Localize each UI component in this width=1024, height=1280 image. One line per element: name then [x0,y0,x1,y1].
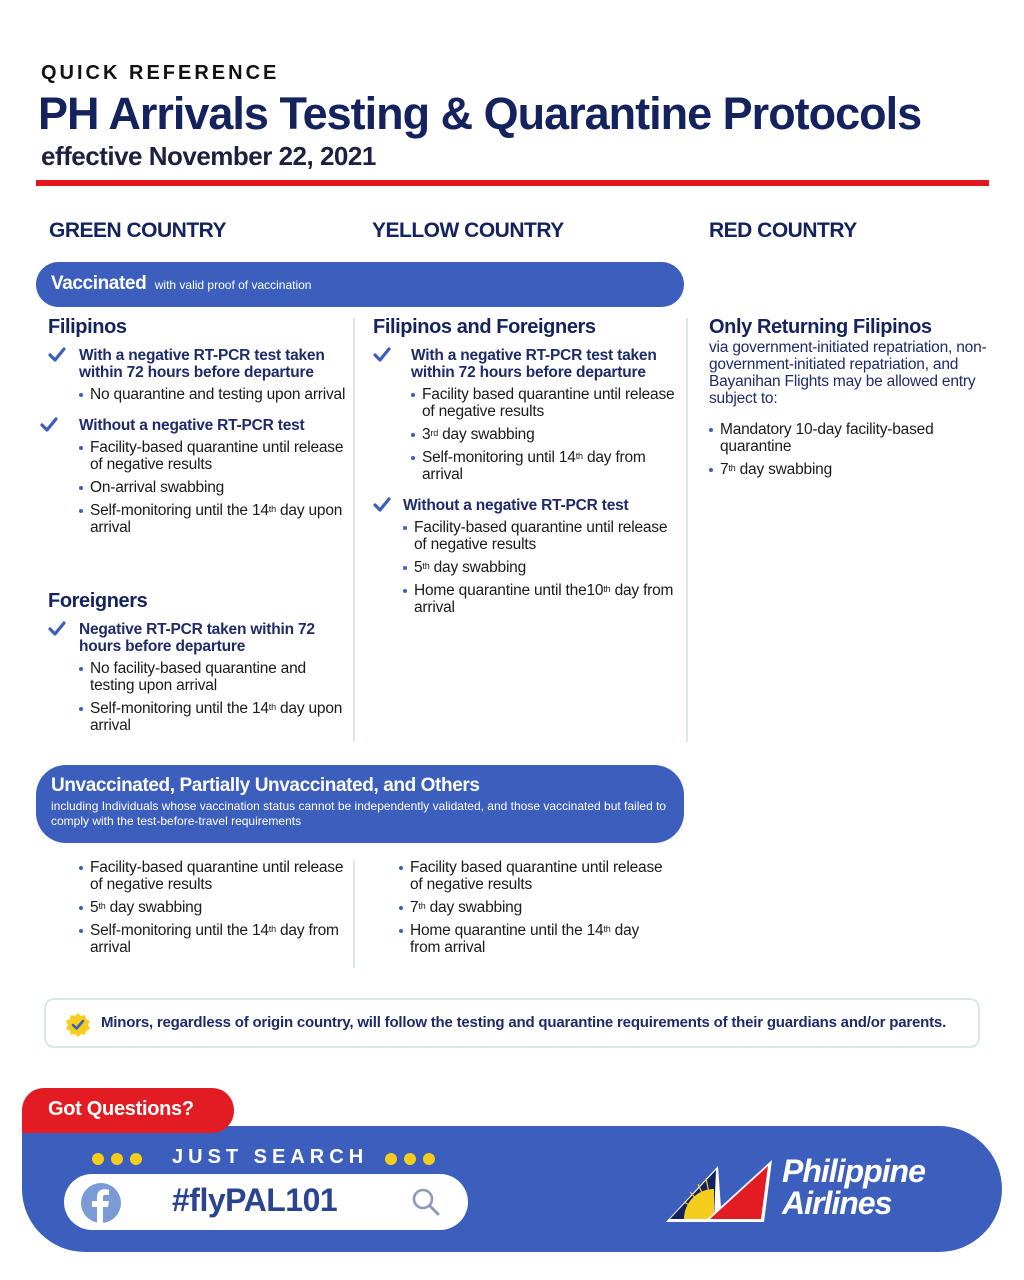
check-label: Negative RT-PCR taken within 72 hours before departure [79,621,315,655]
bullet-list [79,386,348,403]
unvaccinated-title: Unvaccinated, Partially Unvaccinated, and Others [51,775,480,796]
bullet-item: 5th day swabbing [403,559,678,576]
bullet-item: Facility-based quarantine until release of negative results [79,859,349,893]
bullet-item: 7th day swabbing [709,461,994,478]
pal-logo-icon [664,1156,776,1226]
group-title: Only Returning Filipinos [709,316,932,338]
check-label: Without a negative RT-PCR test [403,497,629,514]
bullet-item: Self-monitoring until the 14th day from arrival [79,922,349,956]
check-icon [373,347,391,363]
red-divider [36,180,989,186]
facebook-icon [80,1182,122,1224]
search-pill[interactable] [64,1174,468,1230]
unvaccinated-subtitle: including Individuals whose vaccination status cannot be independently validated, and those vaccinated but failed to comply with the test-before-travel requirements [51,799,667,828]
check-label: Without a negative RT-PCR test [79,417,305,434]
yellow-vaccinated [373,316,678,622]
bullet-item: No facility-based quarantine and testing upon arrival [79,660,348,694]
bullet-item: 7th day swabbing [399,899,669,916]
got-questions-tag: Got Questions? [22,1088,234,1133]
column-divider [686,318,688,742]
brand-line-2: Airlines [782,1185,892,1221]
dots-right [385,1153,435,1165]
check-label: With a negative RT-PCR test taken within 72 hours before departure [411,347,657,381]
bullet-item: Home quarantine until the10th day from arrival [403,582,678,616]
unvaccinated-band [36,765,684,843]
bullet-item: Facility based quarantine until release of negative results [411,386,678,420]
minors-note-text: Minors, regardless of origin country, will follow the testing and quarantine requirements of their guardians and/or parents. [101,1014,947,1031]
green-vaccinated-filipinos [48,316,348,542]
group-title: Filipinos and Foreigners [373,316,596,338]
hashtag-text: #flyPAL101 [172,1182,338,1218]
group-title: Foreigners [48,590,148,612]
column-divider [353,860,355,968]
check-item [48,621,348,734]
column-heading-red: RED COUNTRY [709,219,857,242]
red-country-block [709,316,994,484]
column-divider [353,318,355,742]
bullet-item: Self-monitoring until the 14th day upon arrival [79,700,348,734]
bullet-list [399,859,669,956]
check-icon [48,621,66,637]
just-search-label: JUST SEARCH [172,1146,369,1168]
check-item [373,347,678,483]
check-icon [373,497,391,513]
green-unvaccinated [79,859,349,962]
vaccinated-band [36,262,684,307]
check-label: With a negative RT-PCR test taken within 72 hours before departure [79,347,325,381]
column-heading-green: GREEN COUNTRY [49,219,227,242]
vaccinated-subtitle: with valid proof of vaccination [154,278,312,292]
bullet-list [79,859,349,956]
bullet-item: On-arrival swabbing [79,479,348,496]
check-icon [48,347,66,363]
bullet-item: Facility based quarantine until release of negative results [399,859,669,893]
bullet-item: Self-monitoring until 14th day from arrival [411,449,678,483]
bullet-item: Facility-based quarantine until release of negative results [79,439,348,473]
bullet-list [79,439,348,536]
bullet-item: Home quarantine until the 14th day from arrival [399,922,669,956]
kicker: QUICK REFERENCE [41,62,280,84]
group-title: Filipinos [48,316,127,338]
check-item [40,417,348,536]
check-item [48,347,348,403]
bullet-item: No quarantine and testing upon arrival [79,386,348,403]
bullet-item: Self-monitoring until the 14th day upon arrival [79,502,348,536]
bullet-item: 5th day swabbing [79,899,349,916]
bullet-item: Mandatory 10-day facility-based quarantine [709,421,994,455]
check-item [373,497,678,616]
minors-note [44,998,980,1048]
yellow-unvaccinated [399,859,669,962]
red-description: via government-initiated repatriation, non-government-initiated repatriation, and Bayanihan Flights may be allowed entry subject to: [709,339,987,407]
check-icon [40,417,58,433]
bullet-item: Facility-based quarantine until release of negative results [403,519,678,553]
search-icon[interactable] [410,1186,442,1218]
brand-name [782,1155,925,1219]
dots-left [92,1153,142,1165]
bullet-list [79,660,348,734]
vaccinated-title: Vaccinated [51,273,147,294]
green-vaccinated-foreigners [48,590,348,740]
bullet-list [403,519,678,616]
brand-line-1: Philippine [782,1153,925,1189]
column-heading-yellow: YELLOW COUNTRY [372,219,564,242]
bullet-item: 3rd day swabbing [411,426,678,443]
verified-badge-icon [65,1012,91,1038]
page-title: PH Arrivals Testing & Quarantine Protocols [38,88,922,139]
effective-date: effective November 22, 2021 [41,141,376,171]
bullet-list [709,421,994,478]
bullet-list [411,386,678,483]
